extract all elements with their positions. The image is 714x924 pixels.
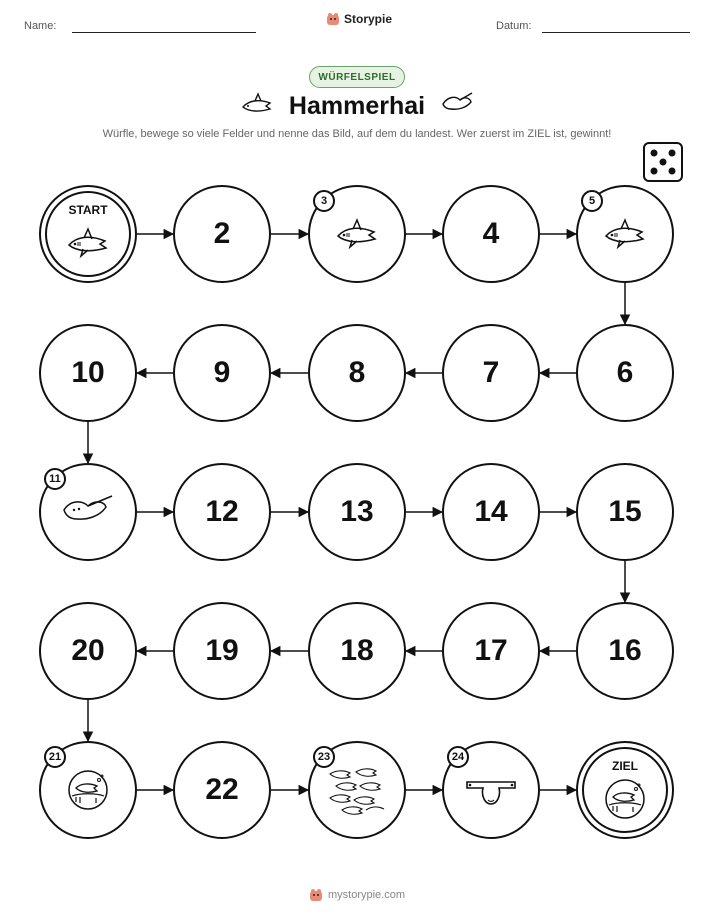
board-cell-15 (576, 463, 674, 561)
board-cell-20 (39, 602, 137, 700)
cell-number: 12 (205, 495, 239, 528)
cell-number: 6 (616, 356, 634, 389)
date-label: Datum: (496, 20, 532, 32)
cell-number: 8 (348, 356, 366, 389)
brand-name: Storypie (344, 12, 393, 26)
cell-number-badge: 24 (447, 746, 469, 768)
board-cell-7 (442, 324, 540, 422)
cell-number: 10 (71, 356, 105, 389)
cell-number: 20 (71, 634, 105, 667)
cell-number: 17 (474, 634, 508, 667)
board-cell-8 (308, 324, 406, 422)
cell-number-badge: 21 (44, 746, 66, 768)
board-cell-10 (39, 324, 137, 422)
board-cell-4 (442, 185, 540, 283)
cell-label: ZIEL (612, 759, 638, 773)
storypie-logo-icon (309, 888, 323, 902)
cell-label: START (68, 203, 108, 217)
start-cell (39, 185, 137, 283)
cell-number: 4 (482, 217, 500, 250)
cell-number-badge: 11 (44, 468, 66, 490)
shark-school-icon (326, 764, 388, 816)
cell-number: 13 (340, 495, 374, 528)
board-cell-14 (442, 463, 540, 561)
board-cell-2 (173, 185, 271, 283)
shark-icon (334, 216, 380, 252)
cell-number-badge: 23 (313, 746, 335, 768)
board-cell-18 (308, 602, 406, 700)
cell-number: 16 (608, 634, 642, 667)
board-cell-12 (173, 463, 271, 561)
name-label: Name: (24, 20, 57, 32)
page-title: Hammerhai (288, 92, 426, 120)
cell-number-badge: 3 (313, 190, 335, 212)
board-cell-17 (442, 602, 540, 700)
game-type-badge: WÜRFELSPIEL (309, 66, 405, 88)
board-cell-13 (308, 463, 406, 561)
shark-icon (602, 216, 648, 252)
board-cell-16 (576, 602, 674, 700)
cell-number: 14 (474, 495, 508, 528)
cell-number: 15 (608, 495, 642, 528)
cell-number: 19 (205, 634, 239, 667)
cell-number: 18 (340, 634, 374, 667)
board-cell-22 (173, 741, 271, 839)
board-cell-19 (173, 602, 271, 700)
instructions: Würfle, bewege so viele Felder und nenne das Bild, auf dem du landest. Wer zuerst im ZIEL ist, gewinnt! (102, 128, 612, 140)
stingray-icon (60, 492, 116, 532)
cell-number: 9 (213, 356, 231, 389)
hammerhead-icon (463, 770, 519, 810)
footer-url[interactable]: mystorypie.com (327, 889, 406, 901)
cell-number: 2 (213, 217, 231, 250)
footer (0, 888, 714, 902)
cell-number-badge: 5 (581, 190, 603, 212)
board-cell-9 (173, 324, 271, 422)
board-cell-6 (576, 324, 674, 422)
ziel-cell (576, 741, 674, 839)
cell-number: 7 (482, 356, 500, 389)
aquarium-icon (66, 768, 110, 812)
cell-number: 22 (205, 773, 239, 806)
